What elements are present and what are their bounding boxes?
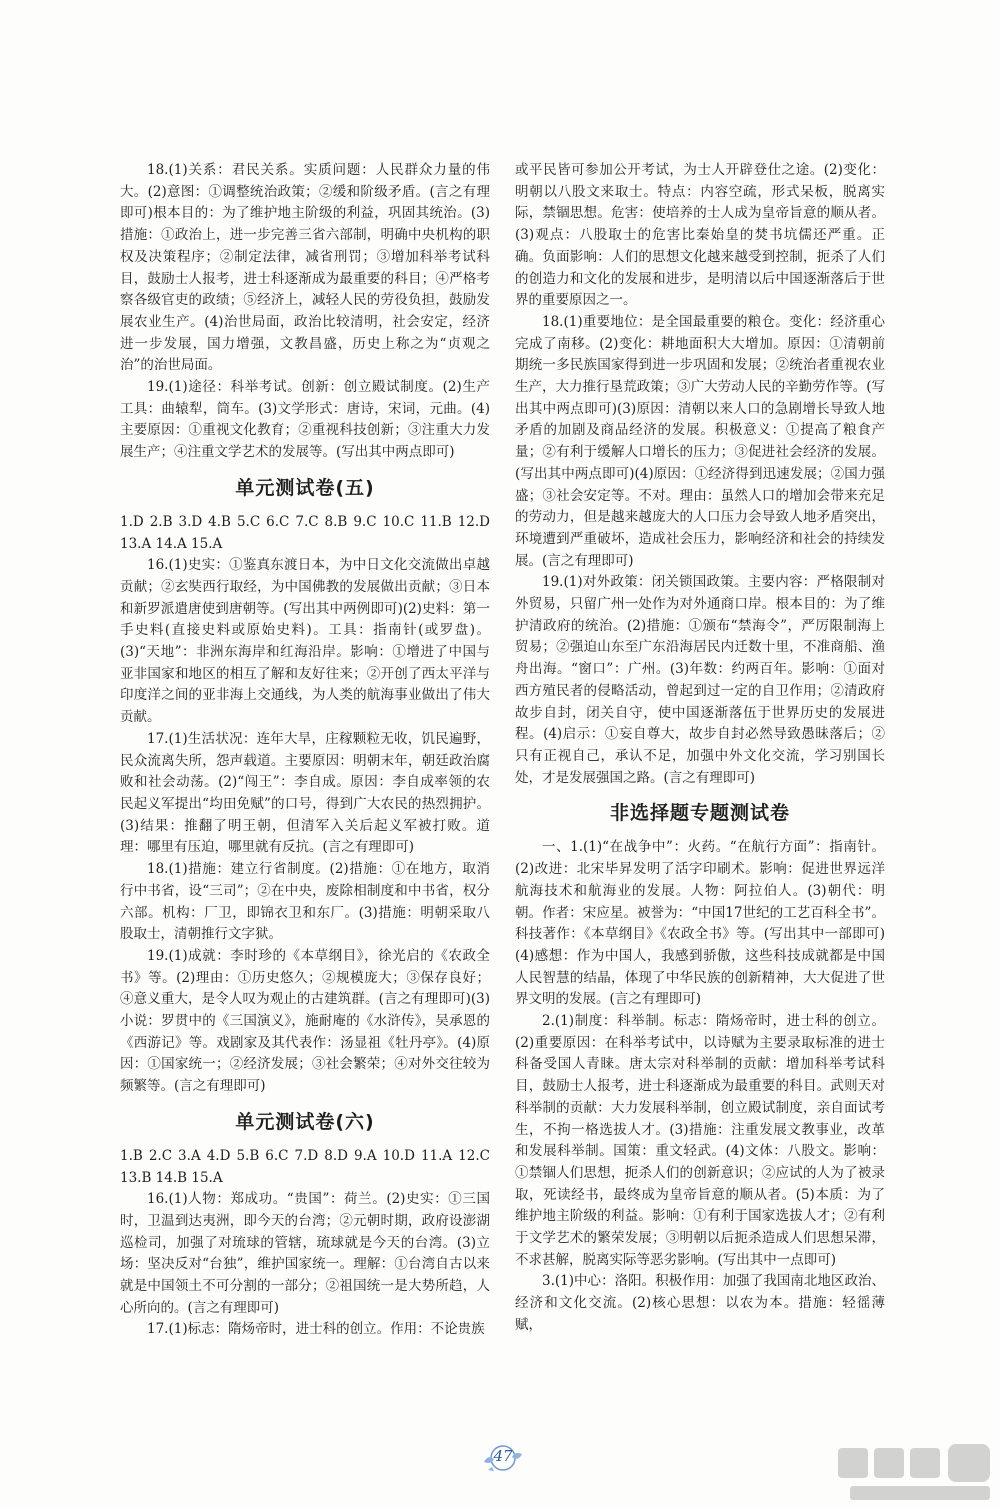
answer-paragraph: 一、1.(1)“在战争中”：火药。“在航行方面”：指南针。(2)改进：北宋毕昇发明了活字印刷术。影响：促进世界远洋航海技术和航海业的发展。人物：阿拉伯人。(3)朝代：明朝。作者：宋应星。被誉为：“中国17世纪的工艺百科全书”。科技著作：《本草纲目》《农政全书》等。(写出其中一部即可)(4)感想：作为中国人，我感到骄傲，这些科技成就都是中国人民智慧的结晶，体现了中华民族的创新精神，大大促进了世界文明的发展。(言之有理即可) xyxy=(515,839,885,1008)
answer-paragraph: 16.(1)人物：郑成功。“贵国”：荷兰。(2)史实：①三国时，卫温到达夷洲，即今天的台湾；②元朝时期，政府设澎湖巡检司，加强了对琉球的管辖，琉球就是今天的台湾。(3)立场：坚决反对“台独”，维护国家统一。理解：①台湾自古以来就是中国领土不可分割的一部分；②祖国统一是大势所趋，人心所向的。(言之有理即可) xyxy=(120,1191,490,1316)
answer-paragraph: 18.(1)措施：建立行省制度。(2)措施：①在地方，取消行中书省，设“三司”；②在中央，废除相制度和中书省，权分六部。机构：厂卫，即锦衣卫和东厂。(3)措施：明朝采取八股取士，清朝推行文字狱。 xyxy=(120,861,490,943)
section-heading: 单元测试卷(六) xyxy=(235,1110,375,1133)
page-number xyxy=(478,1440,528,1476)
answer-paragraph: 19.(1)成就：李时珍的《本草纲目》，徐光启的《农政全书》等。(2)理由：①历史悠久；②规模庞大；③保存良好；④意义重大，是令人叹为观止的古建筑群。(言之有理即可)(3)小说：罗贯中的《三国演义》，施耐庵的《水浒传》，吴承恩的《西游记》等。戏剧家及其代表作：汤显祖《牡丹亭》。(4)原因：①国家统一；②经济发展；③社会繁荣；④对外交往较为频繁等。(言之有理即可) xyxy=(120,947,490,1095)
answer-paragraph: 17.(1)生活状况：连年大旱，庄稼颗粒无收，饥民遍野，民众流离失所，怨声载道。主要原因：明朝末年，朝廷政治腐败和社会动荡。(2)“闯王”：李自成。原因：李自成率领的农民起义军提出“均田免赋”的口号，得到广大农民的热烈拥护。(3)结果：推翻了明王朝，但清军入关后起义军被打败。道理：哪里有压迫，哪里就有反抗。(言之有理即可) xyxy=(120,730,490,856)
left-column xyxy=(120,160,490,1341)
answer-paragraph: 或平民皆可参加公开考试，为士人开辟登仕之途。(2)变化：明朝以八股文来取士。特点：内容空疏，形式呆板，脱离实际，禁锢思想。危害：使培养的士人成为皇帝旨意的顺从者。(3)观点：八股取士的危害比秦始皇的焚书坑儒还严重。正确。负面影响：人们的思想文化越来越受到控制，扼杀了人们的创造力和文化的发展和进步，是明清以后中国逐渐落后于世界的重要原因之一。 xyxy=(515,162,885,309)
choice-answers: 1.D 2.B 3.D 4.B 5.C 6.C 7.C 8.B 9.C 10.C 11.B 12.D 13.A 14.A 15.A xyxy=(120,513,490,552)
section-heading: 非选择题专题测试卷 xyxy=(609,802,790,825)
answer-paragraph: 19.(1)对外政策：闭关锁国政策。主要内容：严格限制对外贸易，只留广州一处作为对外通商口岸。根本目的：为了维护清政府的统治。(2)措施：①颁布“禁海令”，严厉限制海上贸易；②强迫山东至广东沿海居民内迁数十里，不准商船、渔舟出海。“窗口”：广州。(3)年数：约两百年。影响：①面对西方殖民者的侵略活动，曾起到过一定的自卫作用；②清政府故步自封，闭关自守，使中国逐渐落伍于世界历史的发展进程。(4)启示：①妄自尊大，故步自封必然导致愚昧落后；②只有正视自己，承认不足，加强中外文化交流，学习别国长处，才是发展强国之路。(言之有理即可) xyxy=(515,574,885,786)
choice-answers: 1.B 2.C 3.A 4.D 5.B 6.C 7.D 8.D 9.A 10.D 11.A 12.C 13.B 14.B 15.A xyxy=(120,1147,490,1186)
page-number-text: 47 xyxy=(493,1447,513,1465)
answer-paragraph: 17.(1)标志：隋炀帝时，进士科的创立。作用：不论贵族 xyxy=(147,1321,485,1338)
section-heading: 单元测试卷(五) xyxy=(235,476,375,499)
answer-paragraph: 18.(1)关系：君民关系。实质问题：人民群众力量的伟大。(2)意图：①调整统治政策；②缓和阶级矛盾。(言之有理即可)根本目的：为了维护地主阶级的利益，巩固其统治。(3)措施：①政治上，进一步完善三省六部制，明确中央机构的职权及决策程序；②制定法律，减省刑罚；③增加科举考试科目，鼓励士人报考，进士科逐渐成为最重要的科目；④严格考察各级官吏的政绩；⑤经济上，减轻人民的劳役负担，鼓励发展农业生产。(4)治世局面，政治比较清明，社会安定，经济进一步发展，国力增强，文教昌盛，历史上称之为“贞观之治”的治世局面。 xyxy=(120,162,490,374)
site-watermark-icon xyxy=(830,1440,1000,1504)
answer-paragraph: 2.(1)制度：科举制。标志：隋炀帝时，进士科的创立。(2)重要原因：在科举考试中，以诗赋为主要录取标准的进士科备受国人青睐。唐太宗对科举制的贡献：增加科举考试科目，鼓励士人报考，进士科逐渐成为最重要的科目。武则天对科举制的贡献：大力发展科举制，创立殿试制度，亲自面试考生，不拘一格选拔人才。(3)措施：注重发展文教事业，改革和发展科举制。国策：重文轻武。(4)文体：八股文。影响：①禁锢人们思想，扼杀人们的创新意识；②应试的人为了被录取，死读经书，最终成为皇帝旨意的顺从者。(5)本质：为了维护地主阶级的利益。影响：①有利于国家选拔人才；②有利于文学艺术的繁荣发展；③明朝以后扼杀造成人们思想呆滞，不求甚解，脱离实际等恶劣影响。(写出其中一点即可) xyxy=(515,1013,885,1268)
answer-paragraph: 16.(1)史实：①鉴真东渡日本，为中日文化交流做出卓越贡献；②玄奘西行取经，为中国佛教的发展做出贡献；③日本和新罗派遣唐使到唐朝等。(写出其中两例即可)(2)史料：第一手史料(直接史料或原始史料)。工具：指南针(或罗盘)。(3)“天地”：非洲东海岸和红海沿岸。影响：①增进了中国与亚非国家和地区的相互了解和友好往来；②开创了西太平洋与印度洋之间的亚非海上交通线，为人类的航海事业做出了伟大贡献。 xyxy=(120,557,490,726)
answer-paragraph: 3.(1)中心：洛阳。积极作用：加强了我国南北地区政治、经济和文化交流。(2)核心思想：以农为本。措施：轻徭薄赋， xyxy=(515,1273,885,1333)
answer-paragraph: 19.(1)途径：科举考试。创新：创立殿试制度。(2)生产工具：曲辕犁，筒车。(3)文学形式：唐诗，宋词，元曲。(4)主要原因：①重视文化教育；②重视科技创新；③注重大力发展生产；④注重文学艺术的发展等。(写出其中两点即可) xyxy=(120,379,490,461)
watermark-logo xyxy=(830,1440,1000,1504)
answer-paragraph: 18.(1)重要地位：是全国最重要的粮仓。变化：经济重心完成了南移。(2)变化：耕地面积大大增加。原因：①清朝前期统一多民族国家得到进一步巩固和发展；②统治者重视农业生产，大力推行垦荒政策；③广大劳动人民的辛勤劳作等。(写出其中两点即可)(3)原因：清朝以来人口的急剧增长导致人地矛盾的加剧及商品经济的发展。积极意义：①提高了粮食产量；②有利于缓解人口增长的压力；③促进社会经济的发展。(写出其中两点即可)(4)原因：①经济得到迅速发展；②国力强盛；③社会安定等。不对。理由：虽然人口的增加会带来充足的劳动力，但是越来越庞大的人口压力会导致人地矛盾突出，环境遭到严重破坏，造成社会压力，影响经济和社会的持续发展。(言之有理即可) xyxy=(515,313,885,569)
right-column xyxy=(515,160,885,1337)
